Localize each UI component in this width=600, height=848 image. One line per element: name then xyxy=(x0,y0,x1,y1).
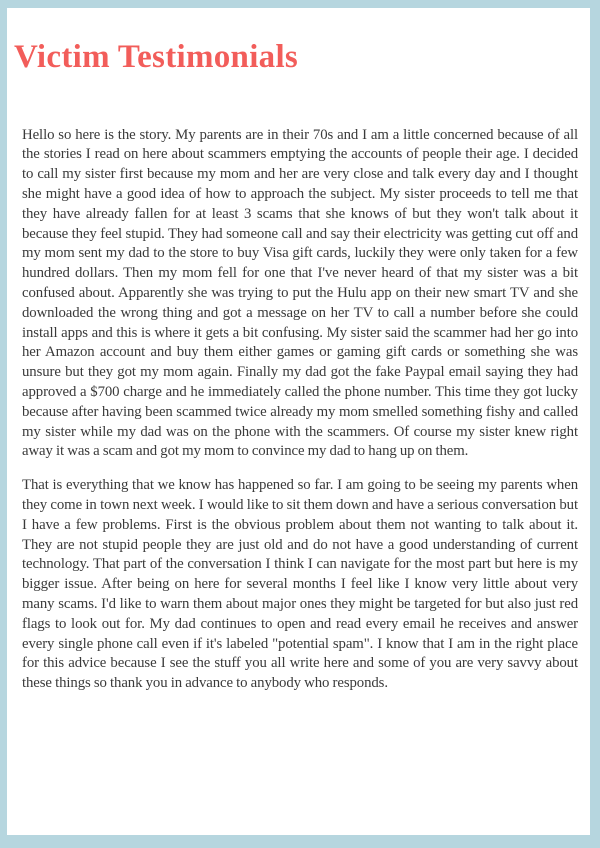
testimonial-paragraph-1: Hello so here is the story. My parents are in their 70s and I am a little concerned because of all the stories I read on here about scammers emptying the accounts of people their age. I decided to call my sister first because my mom and her are very close and talk every day and I thought she might have a good idea of how to approach the subject. My sister proceeds to tell me that they have already fallen for at least 3 scams that she knows of but they won't talk about it because they feel stupid. They had someone call and say their electricity was getting cut off and my mom sent my dad to the store to buy Visa gift cards, luckily they were only taken for a few hundred dollars. Then my mom fell for one that I've never heard of that my sister was a bit confused about. Apparently she was trying to put the Hulu app on their new smart TV and she downloaded the wrong thing and got a message on her TV to call a number before she could install apps and this is where it gets a bit confusing. My sister said the scammer had her go into her Amazon account and buy them either games or gaming gift cards or something she was unsure but they got my mom again. Finally my dad got the fake Paypal email saying they had approved a $700 charge and he immediately called the phone number. This time they got lucky because after having been scammed twice already my mom smelled something fishy and called my sister while my dad was on the phone with the scammers. Of course my sister knew right away it was a scam and got my mom to convince my dad to hang up on them. xyxy=(22,126,578,460)
page-title: Victim Testimonials xyxy=(14,39,299,75)
testimonial-paragraph-2: That is everything that we know has happened so far. I am going to be seeing my parents when they come in town next week. I would like to sit them down and have a serious conversation but I have a few problems. First is the obvious problem about them not wanting to talk about it. They are not stupid people they are just old and do not have a good understanding of current technology. That part of the conversation I think I can navigate for the most part but here is my bigger issue. After being on here for several months I feel like I know very little about very many scams. I'd like to warn them about major ones they might be targeted for but also just red flags to look out for. My dad continues to open and read every email he receives and answer every single phone call even if it's labeled "potential spam". I know that I am in the right place for this advice because I see the stuff you all write here and some of you are very savvy about these things so thank you in advance to anybody who responds. xyxy=(22,477,578,692)
content-sheet xyxy=(7,8,590,835)
